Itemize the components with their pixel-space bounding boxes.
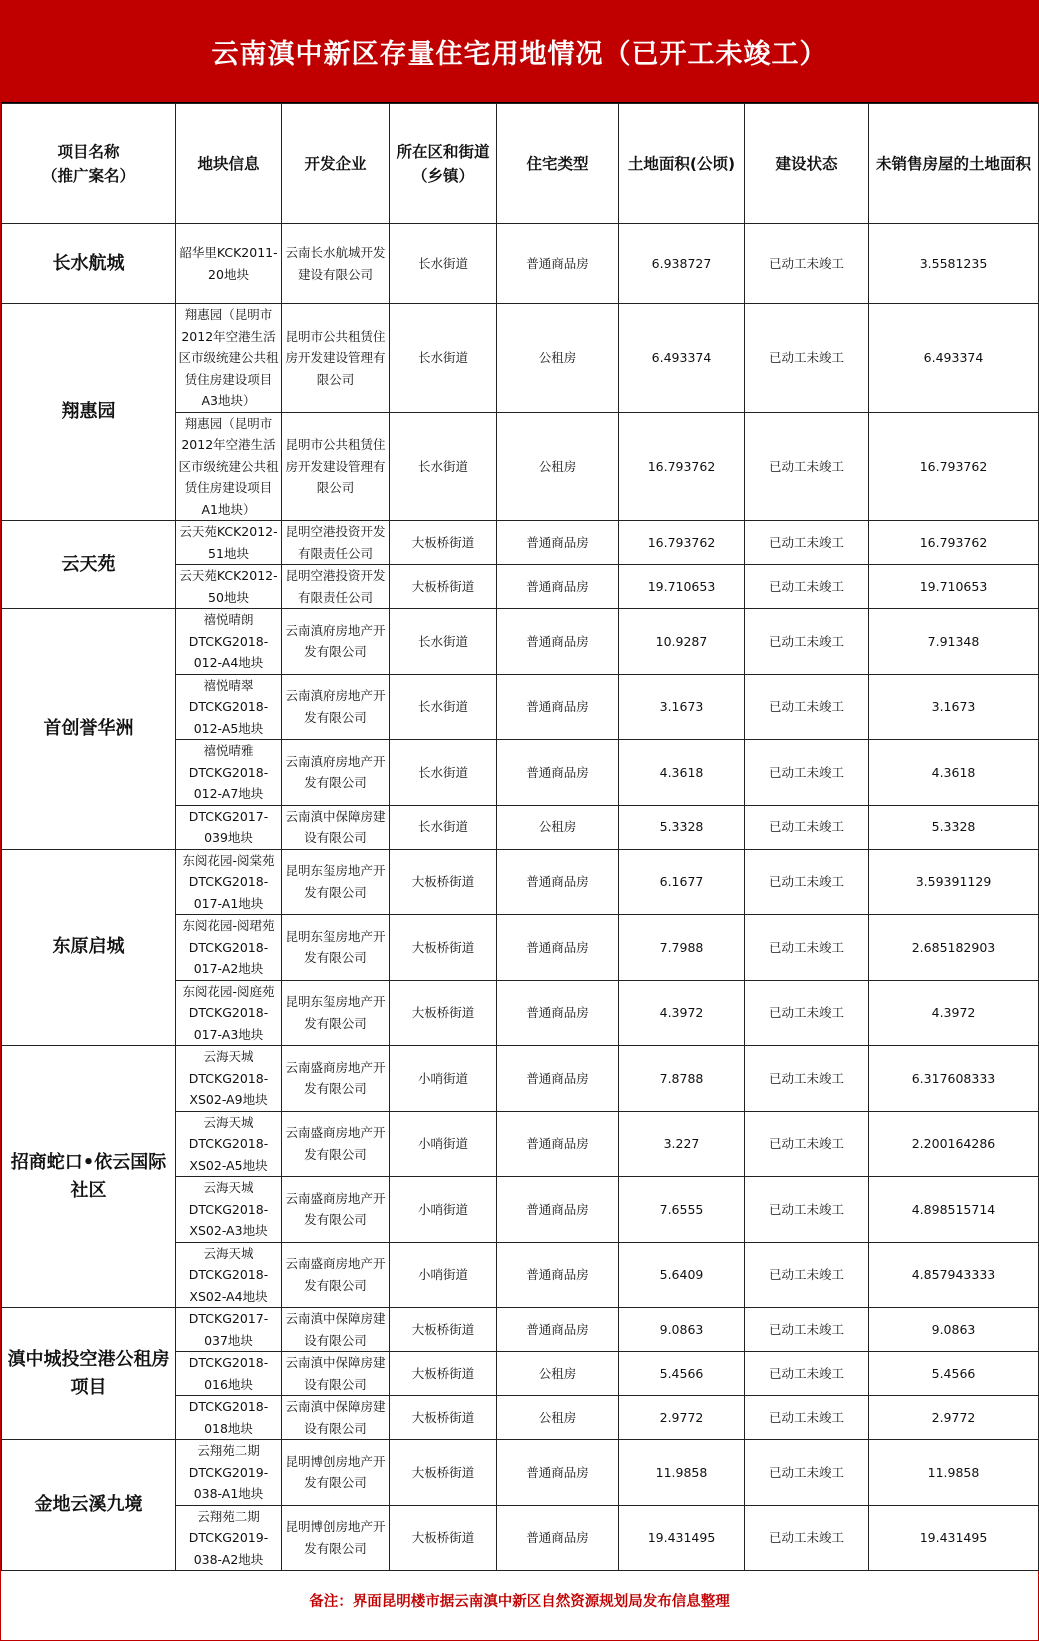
cell-unsold: 9.0863 [869, 1308, 1039, 1352]
project-name: 首创誉华洲 [2, 609, 176, 850]
cell-block: 云海天城DTCKG2018-XS02-A5地块 [176, 1111, 282, 1177]
cell-unsold: 2.9772 [869, 1396, 1039, 1440]
cell-block: 韶华里KCK2011-20地块 [176, 224, 282, 304]
cell-status: 已动工未竣工 [745, 915, 869, 981]
cell-area: 6.493374 [619, 304, 745, 413]
cell-type: 公租房 [497, 304, 619, 413]
cell-developer: 云南盛商房地产开发有限公司 [282, 1046, 390, 1112]
cell-block: DTCKG2018-018地块 [176, 1396, 282, 1440]
table-body [2, 224, 1039, 1571]
cell-status: 已动工未竣工 [745, 849, 869, 915]
cell-status: 已动工未竣工 [745, 304, 869, 413]
cell-unsold: 4.898515714 [869, 1177, 1039, 1243]
cell-block: 东阅花园-阅珺苑DTCKG2018-017-A2地块 [176, 915, 282, 981]
cell-street: 大板桥街道 [390, 1352, 497, 1396]
cell-unsold: 2.200164286 [869, 1111, 1039, 1177]
cell-street: 长水街道 [390, 412, 497, 521]
cell-unsold: 6.317608333 [869, 1046, 1039, 1112]
cell-area: 10.9287 [619, 609, 745, 675]
cell-status: 已动工未竣工 [745, 224, 869, 304]
header-status: 建设状态 [745, 104, 869, 224]
cell-area: 7.8788 [619, 1046, 745, 1112]
cell-status: 已动工未竣工 [745, 412, 869, 521]
cell-status: 已动工未竣工 [745, 1242, 869, 1308]
cell-type: 普通商品房 [497, 1046, 619, 1112]
project-name: 滇中城投空港公租房项目 [2, 1308, 176, 1440]
cell-block: 东阅花园-阅棠苑DTCKG2018-017-A1地块 [176, 849, 282, 915]
cell-status: 已动工未竣工 [745, 740, 869, 806]
cell-status: 已动工未竣工 [745, 1440, 869, 1506]
cell-street: 大板桥街道 [390, 849, 497, 915]
cell-area: 3.227 [619, 1111, 745, 1177]
cell-area: 16.793762 [619, 412, 745, 521]
cell-unsold: 3.1673 [869, 674, 1039, 740]
cell-type: 普通商品房 [497, 521, 619, 565]
cell-street: 长水街道 [390, 805, 497, 849]
header-project: 项目名称 （推广案名） [2, 104, 176, 224]
cell-developer: 昆明空港投资开发有限责任公司 [282, 565, 390, 609]
cell-developer: 云南滇中保障房建设有限公司 [282, 805, 390, 849]
cell-street: 长水街道 [390, 674, 497, 740]
cell-type: 公租房 [497, 1396, 619, 1440]
cell-street: 大板桥街道 [390, 565, 497, 609]
table-row [2, 1308, 1039, 1352]
cell-type: 普通商品房 [497, 980, 619, 1046]
project-name: 东原启城 [2, 849, 176, 1046]
cell-developer: 云南滇府房地产开发有限公司 [282, 674, 390, 740]
cell-status: 已动工未竣工 [745, 1505, 869, 1571]
cell-developer: 云南盛商房地产开发有限公司 [282, 1111, 390, 1177]
cell-type: 普通商品房 [497, 674, 619, 740]
cell-developer: 昆明空港投资开发有限责任公司 [282, 521, 390, 565]
cell-area: 16.793762 [619, 521, 745, 565]
cell-type: 普通商品房 [497, 849, 619, 915]
cell-block: 云翔苑二期DTCKG2019-038-A1地块 [176, 1440, 282, 1506]
cell-type: 普通商品房 [497, 1440, 619, 1506]
cell-area: 6.938727 [619, 224, 745, 304]
header-street: 所在区和街道 （乡镇） [390, 104, 497, 224]
cell-unsold: 16.793762 [869, 412, 1039, 521]
cell-developer: 昆明东玺房地产开发有限公司 [282, 849, 390, 915]
cell-unsold: 7.91348 [869, 609, 1039, 675]
cell-street: 大板桥街道 [390, 980, 497, 1046]
cell-status: 已动工未竣工 [745, 1046, 869, 1112]
cell-developer: 云南盛商房地产开发有限公司 [282, 1177, 390, 1243]
cell-street: 长水街道 [390, 609, 497, 675]
header-row [2, 104, 1039, 224]
cell-developer: 昆明博创房地产开发有限公司 [282, 1505, 390, 1571]
cell-status: 已动工未竣工 [745, 980, 869, 1046]
cell-street: 大板桥街道 [390, 915, 497, 981]
cell-area: 5.3328 [619, 805, 745, 849]
cell-block: DTCKG2017-039地块 [176, 805, 282, 849]
cell-type: 公租房 [497, 1352, 619, 1396]
project-name: 翔惠园 [2, 304, 176, 521]
cell-type: 普通商品房 [497, 1505, 619, 1571]
cell-area: 3.1673 [619, 674, 745, 740]
cell-developer: 昆明博创房地产开发有限公司 [282, 1440, 390, 1506]
cell-street: 小哨街道 [390, 1242, 497, 1308]
page-title: 云南滇中新区存量住宅用地情况（已开工未竣工） [1, 1, 1038, 103]
cell-developer: 昆明市公共租赁住房开发建设管理有限公司 [282, 304, 390, 413]
project-name: 招商蛇口•依云国际社区 [2, 1046, 176, 1308]
cell-area: 7.6555 [619, 1177, 745, 1243]
cell-unsold: 11.9858 [869, 1440, 1039, 1506]
cell-status: 已动工未竣工 [745, 1396, 869, 1440]
cell-street: 小哨街道 [390, 1111, 497, 1177]
cell-street: 长水街道 [390, 740, 497, 806]
cell-block: 翔惠园（昆明市2012年空港生活区市级统建公共租赁住房建设项目A1地块） [176, 412, 282, 521]
header-developer: 开发企业 [282, 104, 390, 224]
cell-type: 普通商品房 [497, 565, 619, 609]
cell-unsold: 5.3328 [869, 805, 1039, 849]
project-name: 云天苑 [2, 521, 176, 609]
cell-developer: 云南滇府房地产开发有限公司 [282, 740, 390, 806]
cell-developer: 云南长水航城开发建设有限公司 [282, 224, 390, 304]
land-table [1, 103, 1039, 1571]
header-type: 住宅类型 [497, 104, 619, 224]
cell-block: DTCKG2017-037地块 [176, 1308, 282, 1352]
cell-block: 云海天城DTCKG2018-XS02-A4地块 [176, 1242, 282, 1308]
table-row [2, 849, 1039, 915]
cell-block: DTCKG2018-016地块 [176, 1352, 282, 1396]
cell-type: 普通商品房 [497, 609, 619, 675]
cell-street: 长水街道 [390, 224, 497, 304]
table-row [2, 609, 1039, 675]
cell-unsold: 3.59391129 [869, 849, 1039, 915]
cell-street: 大板桥街道 [390, 1505, 497, 1571]
cell-status: 已动工未竣工 [745, 521, 869, 565]
cell-area: 7.7988 [619, 915, 745, 981]
cell-street: 小哨街道 [390, 1046, 497, 1112]
cell-block: 禧悦晴翠DTCKG2018-012-A5地块 [176, 674, 282, 740]
table-row [2, 304, 1039, 413]
cell-type: 普通商品房 [497, 1242, 619, 1308]
cell-unsold: 4.3618 [869, 740, 1039, 806]
cell-unsold: 4.3972 [869, 980, 1039, 1046]
cell-type: 普通商品房 [497, 1177, 619, 1243]
cell-type: 普通商品房 [497, 1111, 619, 1177]
cell-area: 19.710653 [619, 565, 745, 609]
cell-street: 大板桥街道 [390, 1308, 497, 1352]
cell-status: 已动工未竣工 [745, 1352, 869, 1396]
table-row [2, 521, 1039, 565]
cell-street: 小哨街道 [390, 1177, 497, 1243]
cell-status: 已动工未竣工 [745, 674, 869, 740]
cell-developer: 云南滇中保障房建设有限公司 [282, 1308, 390, 1352]
cell-unsold: 3.5581235 [869, 224, 1039, 304]
cell-type: 公租房 [497, 412, 619, 521]
cell-area: 6.1677 [619, 849, 745, 915]
source-note: 备注：界面昆明楼市据云南滇中新区自然资源规划局发布信息整理 [309, 1594, 730, 1610]
cell-area: 5.6409 [619, 1242, 745, 1308]
project-name: 长水航城 [2, 224, 176, 304]
header-unsold: 未销售房屋的土地面积 [869, 104, 1039, 224]
cell-block: 云翔苑二期DTCKG2019-038-A2地块 [176, 1505, 282, 1571]
cell-developer: 云南滇中保障房建设有限公司 [282, 1396, 390, 1440]
cell-developer: 昆明东玺房地产开发有限公司 [282, 980, 390, 1046]
cell-area: 4.3618 [619, 740, 745, 806]
cell-status: 已动工未竣工 [745, 1177, 869, 1243]
cell-block: 云海天城DTCKG2018-XS02-A3地块 [176, 1177, 282, 1243]
cell-area: 11.9858 [619, 1440, 745, 1506]
project-name: 金地云溪九境 [2, 1440, 176, 1571]
table-row [2, 1440, 1039, 1506]
cell-unsold: 19.710653 [869, 565, 1039, 609]
cell-developer: 云南盛商房地产开发有限公司 [282, 1242, 390, 1308]
cell-type: 普通商品房 [497, 1308, 619, 1352]
table-row [2, 1046, 1039, 1112]
cell-area: 2.9772 [619, 1396, 745, 1440]
cell-block: 云天苑KCK2012-50地块 [176, 565, 282, 609]
cell-status: 已动工未竣工 [745, 609, 869, 675]
table-row [2, 224, 1039, 304]
cell-type: 普通商品房 [497, 915, 619, 981]
cell-street: 大板桥街道 [390, 521, 497, 565]
cell-unsold: 6.493374 [869, 304, 1039, 413]
cell-type: 普通商品房 [497, 224, 619, 304]
cell-status: 已动工未竣工 [745, 565, 869, 609]
cell-status: 已动工未竣工 [745, 805, 869, 849]
cell-area: 5.4566 [619, 1352, 745, 1396]
cell-unsold: 4.857943333 [869, 1242, 1039, 1308]
cell-area: 9.0863 [619, 1308, 745, 1352]
cell-developer: 云南滇中保障房建设有限公司 [282, 1352, 390, 1396]
cell-block: 东阅花园-阅庭苑DTCKG2018-017-A3地块 [176, 980, 282, 1046]
cell-block: 禧悦晴朗DTCKG2018-012-A4地块 [176, 609, 282, 675]
cell-block: 翔惠园（昆明市2012年空港生活区市级统建公共租赁住房建设项目A3地块） [176, 304, 282, 413]
cell-status: 已动工未竣工 [745, 1308, 869, 1352]
cell-developer: 云南滇府房地产开发有限公司 [282, 609, 390, 675]
cell-unsold: 16.793762 [869, 521, 1039, 565]
cell-area: 19.431495 [619, 1505, 745, 1571]
cell-status: 已动工未竣工 [745, 1111, 869, 1177]
cell-unsold: 5.4566 [869, 1352, 1039, 1396]
cell-developer: 昆明东玺房地产开发有限公司 [282, 915, 390, 981]
header-area: 土地面积(公顷) [619, 104, 745, 224]
cell-block: 云海天城DTCKG2018-XS02-A9地块 [176, 1046, 282, 1112]
cell-street: 大板桥街道 [390, 1440, 497, 1506]
cell-block: 云天苑KCK2012-51地块 [176, 521, 282, 565]
cell-unsold: 19.431495 [869, 1505, 1039, 1571]
cell-street: 大板桥街道 [390, 1396, 497, 1440]
cell-unsold: 2.685182903 [869, 915, 1039, 981]
cell-developer: 昆明市公共租赁住房开发建设管理有限公司 [282, 412, 390, 521]
cell-area: 4.3972 [619, 980, 745, 1046]
header-block: 地块信息 [176, 104, 282, 224]
cell-type: 普通商品房 [497, 740, 619, 806]
cell-type: 公租房 [497, 805, 619, 849]
cell-block: 禧悦晴雅DTCKG2018-012-A7地块 [176, 740, 282, 806]
cell-street: 长水街道 [390, 304, 497, 413]
